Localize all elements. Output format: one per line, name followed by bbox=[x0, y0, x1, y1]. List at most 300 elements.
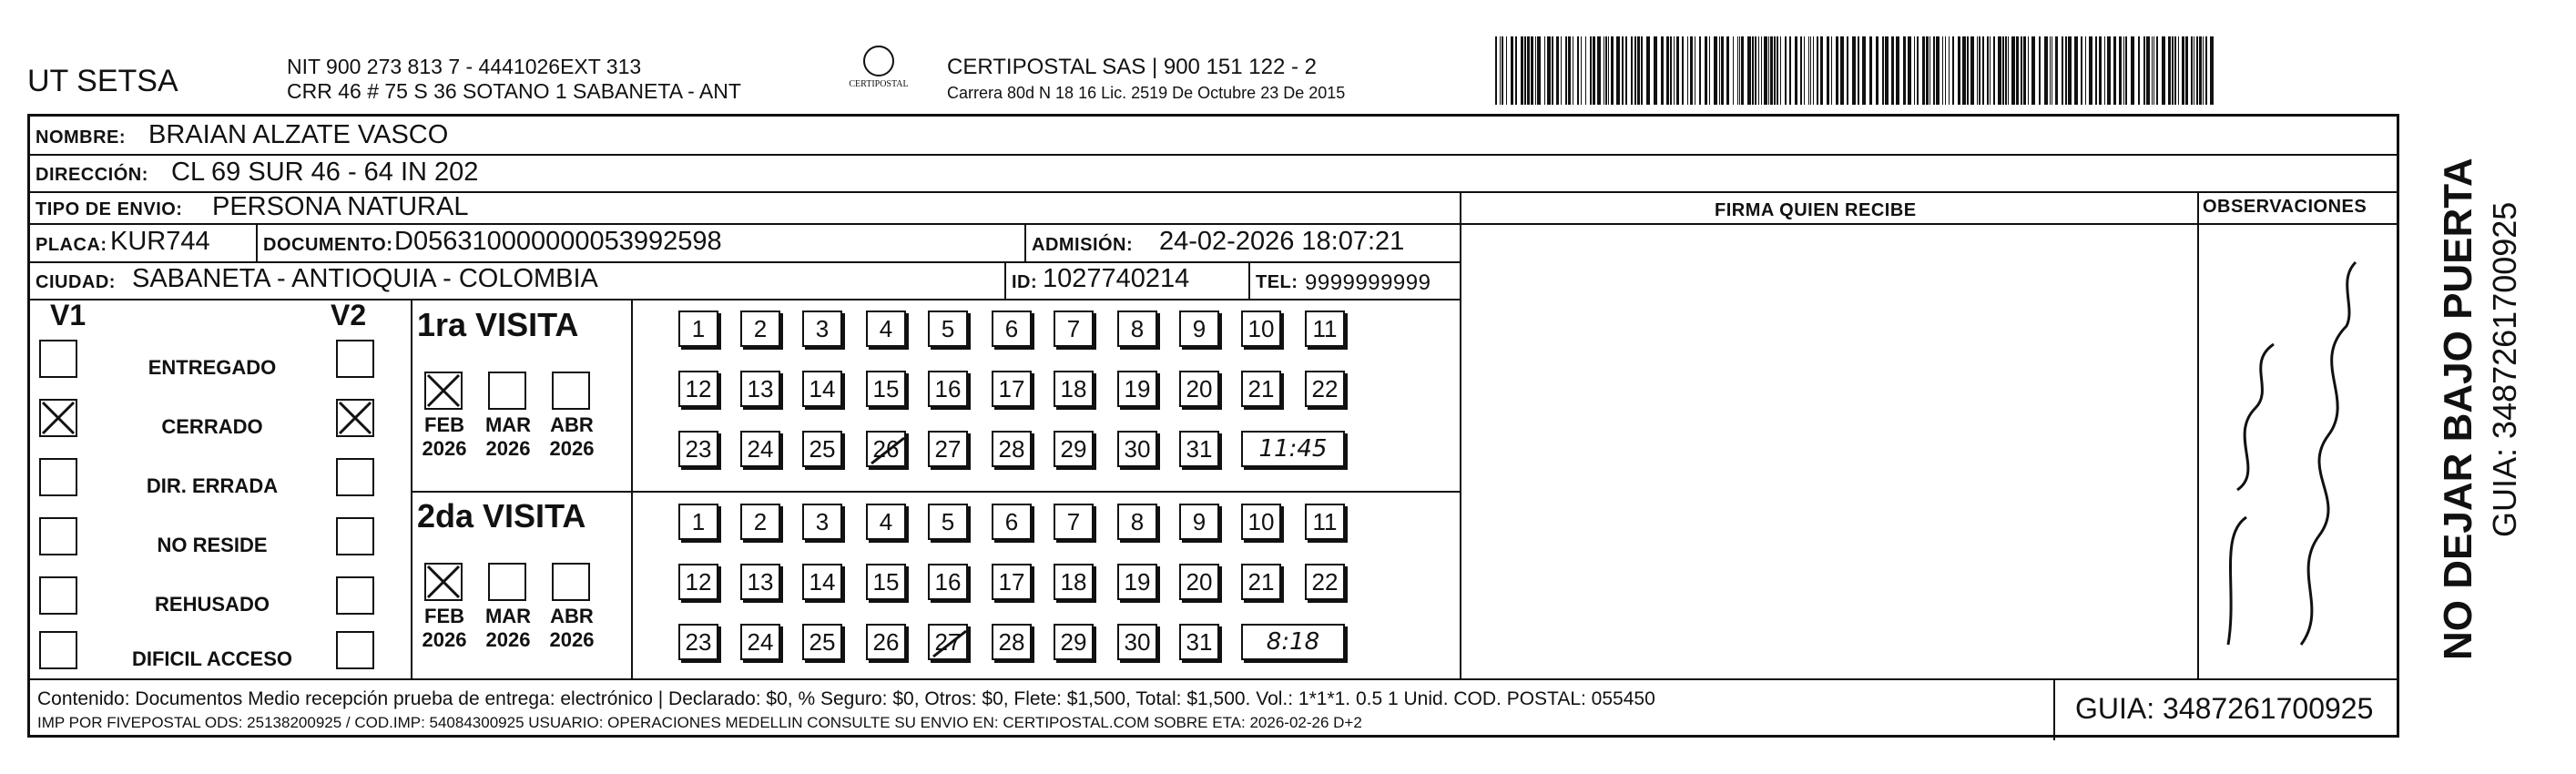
barcode-bar bbox=[1770, 36, 1773, 105]
day-box[interactable]: 5 bbox=[928, 504, 968, 540]
barcode-bar bbox=[1616, 36, 1620, 105]
day-box[interactable]: 8 bbox=[1117, 504, 1157, 540]
barcode-bar bbox=[1831, 36, 1832, 105]
barcode-bar bbox=[1914, 36, 1915, 105]
barcode-bar bbox=[1577, 36, 1579, 105]
month-checkbox[interactable] bbox=[552, 372, 590, 410]
day-box[interactable]: 18 bbox=[1054, 564, 1094, 600]
barcode-bar bbox=[1733, 36, 1734, 105]
day-box[interactable]: 6 bbox=[992, 311, 1032, 347]
day-box[interactable]: 20 bbox=[1179, 564, 1219, 600]
barcode-bar bbox=[1836, 36, 1838, 105]
day-box[interactable]: 31 bbox=[1179, 431, 1219, 467]
barcode-bar bbox=[1764, 36, 1767, 105]
day-box[interactable]: 9 bbox=[1179, 311, 1219, 347]
direccion-label: DIRECCIÓN: bbox=[36, 165, 148, 185]
day-box[interactable]: 12 bbox=[678, 564, 718, 600]
barcode-bar bbox=[1699, 36, 1701, 105]
barcode-bar bbox=[1998, 36, 2001, 105]
day-box[interactable]: 15 bbox=[866, 564, 906, 600]
barcode-bar bbox=[1527, 36, 1530, 105]
documento-label: DOCUMENTO: bbox=[263, 235, 393, 255]
barcode-bar bbox=[1949, 36, 1950, 105]
carrier-name: CERTIPOSTAL SAS | 900 151 122 - 2 bbox=[947, 55, 1317, 79]
barcode-bar bbox=[2156, 36, 2158, 105]
barcode-bar bbox=[2011, 36, 2015, 105]
admision-value: 24-02-2026 18:07:21 bbox=[1159, 227, 1405, 256]
barcode-bar bbox=[1795, 36, 1797, 105]
barcode-bar bbox=[1896, 36, 1899, 105]
month-checkbox[interactable] bbox=[424, 563, 463, 601]
barcode-bar bbox=[1654, 36, 1657, 105]
day-box[interactable]: 21 bbox=[1241, 371, 1281, 407]
barcode-bar bbox=[1982, 36, 1984, 105]
visit-divider bbox=[411, 491, 1460, 493]
barcode-bar bbox=[1714, 36, 1717, 105]
logo-ring-icon bbox=[863, 46, 894, 76]
v1-checkbox[interactable] bbox=[39, 517, 77, 555]
barcode-bar bbox=[1687, 36, 1688, 105]
col-divider bbox=[2197, 191, 2199, 678]
firma-label: FIRMA QUIEN RECIBE bbox=[1715, 200, 1917, 220]
carrier-info bbox=[947, 55, 1345, 103]
day-box[interactable]: 11 bbox=[1305, 311, 1345, 347]
barcode-bar bbox=[1847, 36, 1848, 105]
barcode-bar bbox=[1500, 36, 1501, 105]
day-box[interactable]: 24 bbox=[740, 431, 780, 467]
barcode-bar bbox=[1945, 36, 1946, 105]
time-box[interactable]: 8:18 bbox=[1241, 624, 1345, 660]
strike-mark-icon bbox=[930, 626, 970, 662]
v2-checkbox[interactable] bbox=[336, 631, 374, 669]
barcode-bar bbox=[1876, 36, 1879, 105]
day-box[interactable]: 26 bbox=[866, 624, 906, 660]
check-mark-icon bbox=[426, 565, 461, 599]
month-checkbox[interactable] bbox=[552, 563, 590, 601]
day-box[interactable]: 29 bbox=[1054, 624, 1094, 660]
barcode-bar bbox=[1739, 36, 1740, 105]
barcode-bar bbox=[1774, 36, 1776, 105]
barcode-bar bbox=[1780, 36, 1781, 105]
barcode-bar bbox=[1709, 36, 1710, 105]
barcode-bar bbox=[1521, 36, 1523, 105]
barcode-bar bbox=[1597, 36, 1601, 105]
col-divider bbox=[631, 299, 633, 678]
v2-checkbox[interactable] bbox=[336, 399, 374, 437]
barcode-bar bbox=[2095, 36, 2097, 105]
barcode-bar bbox=[1789, 36, 1791, 105]
day-box[interactable]: 25 bbox=[802, 431, 842, 467]
barcode-bar bbox=[1810, 36, 1811, 105]
barcode-bar bbox=[1719, 36, 1720, 105]
day-box[interactable]: 3 bbox=[802, 311, 842, 347]
barcode-bar bbox=[2152, 36, 2153, 105]
barcode-bar bbox=[1605, 36, 1607, 105]
barcode-bar bbox=[1625, 36, 1627, 105]
day-box[interactable]: 12 bbox=[678, 371, 718, 407]
col-divider bbox=[1460, 191, 1461, 678]
barcode-bar bbox=[2174, 36, 2176, 105]
barcode-bar bbox=[1682, 36, 1684, 105]
barcode-bar bbox=[1531, 36, 1533, 105]
barcode-bar bbox=[1970, 36, 1974, 105]
v2-checkbox[interactable] bbox=[336, 340, 374, 378]
tel-label: TEL: bbox=[1256, 272, 1298, 292]
barcode-bar bbox=[1917, 36, 1919, 105]
day-box[interactable]: 8 bbox=[1117, 311, 1157, 347]
status-label: DIFICIL ACCESO bbox=[131, 647, 292, 670]
day-box[interactable]: 5 bbox=[928, 311, 968, 347]
barcode-bar bbox=[2172, 36, 2174, 105]
barcode-bar bbox=[1556, 36, 1559, 105]
month-label: ABR 2026 bbox=[549, 413, 595, 460]
content-summary: Contenido: Documentos Medio recepción prueba de entrega: electrónico | Declarado: $0, % Seguro: $0, Otros: $0, Flete: $1,500, Total: $1,500. Vol.: 1*1*1. 0.5 1 Unid. COD. POSTAL: 055450 bbox=[37, 688, 1655, 709]
barcode-bar bbox=[2131, 36, 2134, 105]
nit-line: NIT 900 273 813 7 - 4441026EXT 313 bbox=[287, 55, 642, 78]
barcode-bar bbox=[1561, 36, 1562, 105]
barcode-bar bbox=[1840, 36, 1844, 105]
barcode-bar bbox=[2068, 36, 2072, 105]
tel-value: 9999999999 bbox=[1305, 270, 1431, 295]
day-box[interactable]: 31 bbox=[1179, 624, 1219, 660]
barcode-bar bbox=[1552, 36, 1553, 105]
barcode-bar bbox=[2055, 36, 2058, 105]
barcode-bar bbox=[1593, 36, 1595, 105]
day-box[interactable]: 30 bbox=[1117, 624, 1157, 660]
barcode-bar bbox=[1690, 36, 1693, 105]
barcode-bar bbox=[1852, 36, 1856, 105]
v2-checkbox[interactable] bbox=[336, 576, 374, 615]
barcode-bar bbox=[2002, 36, 2004, 105]
barcode-bar bbox=[1758, 36, 1759, 105]
barcode-bar bbox=[1908, 36, 1911, 105]
day-box[interactable]: 4 bbox=[866, 311, 906, 347]
v2-checkbox[interactable] bbox=[336, 517, 374, 555]
day-box[interactable]: 7 bbox=[1054, 504, 1094, 540]
barcode-bar bbox=[2168, 36, 2171, 105]
barcode-bar bbox=[1511, 36, 1513, 105]
barcode-bar bbox=[1515, 36, 1517, 105]
day-box[interactable]: 23 bbox=[678, 624, 718, 660]
barcode-bar bbox=[2205, 36, 2207, 105]
day-box[interactable]: 10 bbox=[1241, 504, 1281, 540]
day-box[interactable]: 9 bbox=[1179, 504, 1219, 540]
barcode-bar bbox=[1891, 36, 1894, 105]
check-mark-icon bbox=[338, 401, 372, 435]
v1-checkbox[interactable] bbox=[39, 340, 77, 378]
month-checkbox[interactable] bbox=[424, 372, 463, 410]
barcode-bar bbox=[1611, 36, 1614, 105]
v1-checkbox[interactable] bbox=[39, 576, 77, 615]
second-visit-label: 2da VISITA bbox=[417, 497, 586, 535]
day-box[interactable]: 25 bbox=[802, 624, 842, 660]
day-box[interactable]: 13 bbox=[740, 564, 780, 600]
barcode-bar bbox=[2085, 36, 2086, 105]
check-mark-icon bbox=[426, 373, 461, 408]
day-box[interactable]: 7 bbox=[1054, 311, 1094, 347]
strike-mark-icon bbox=[868, 433, 908, 469]
barcode-bar bbox=[1804, 36, 1805, 105]
barcode-bar bbox=[2081, 36, 2082, 105]
barcode-bar bbox=[1670, 36, 1672, 105]
barcode bbox=[1495, 36, 2217, 105]
footer-divider bbox=[30, 678, 2398, 680]
barcode-bar bbox=[2119, 36, 2122, 105]
status-label: REHUSADO bbox=[155, 593, 270, 616]
day-box[interactable]: 6 bbox=[992, 504, 1032, 540]
day-box[interactable]: 1 bbox=[678, 504, 718, 540]
barcode-bar bbox=[1585, 36, 1586, 105]
barcode-bar bbox=[1993, 36, 1995, 105]
status-label: DIR. ERRADA bbox=[146, 474, 279, 497]
barcode-bar bbox=[1741, 36, 1744, 105]
direccion-value: CL 69 SUR 46 - 64 IN 202 bbox=[171, 158, 479, 187]
barcode-bar bbox=[1979, 36, 1980, 105]
barcode-bar bbox=[1676, 36, 1679, 105]
month-label: MAR 2026 bbox=[484, 605, 532, 651]
barcode-bar bbox=[1495, 36, 1497, 105]
day-box[interactable]: 26 bbox=[866, 431, 906, 467]
check-mark-icon bbox=[41, 401, 76, 435]
barcode-bar bbox=[1977, 36, 1978, 105]
barcode-bar bbox=[2031, 36, 2035, 105]
day-box[interactable]: 14 bbox=[802, 371, 842, 407]
status-label: NO RESIDE bbox=[157, 534, 268, 556]
barcode-bar bbox=[2016, 36, 2019, 105]
day-box[interactable]: 22 bbox=[1305, 564, 1345, 600]
barcode-bar bbox=[1721, 36, 1724, 105]
day-box[interactable]: 2 bbox=[740, 504, 780, 540]
barcode-bar bbox=[1666, 36, 1669, 105]
barcode-bar bbox=[1726, 36, 1729, 105]
month-label: MAR 2026 bbox=[484, 413, 532, 460]
barcode-bar bbox=[2162, 36, 2165, 105]
placa-label: PLACA: bbox=[36, 235, 107, 255]
barcode-bar bbox=[2008, 36, 2009, 105]
barcode-bar bbox=[1813, 36, 1814, 105]
day-box[interactable]: 20 bbox=[1179, 371, 1219, 407]
id-label: ID: bbox=[1012, 272, 1038, 292]
barcode-bar bbox=[1869, 36, 1872, 105]
barcode-bar bbox=[1581, 36, 1582, 105]
barcode-bar bbox=[1747, 36, 1751, 105]
barcode-bar bbox=[2196, 36, 2198, 105]
barcode-bar bbox=[2191, 36, 2193, 105]
day-box[interactable]: 14 bbox=[802, 564, 842, 600]
barcode-bar bbox=[1933, 36, 1935, 105]
status-label: CERRADO bbox=[161, 415, 263, 438]
barcode-bar bbox=[1808, 36, 1809, 105]
barcode-bar bbox=[2107, 36, 2111, 105]
barcode-bar bbox=[2065, 36, 2067, 105]
barcode-bar bbox=[1929, 36, 1930, 105]
barcode-bar bbox=[1590, 36, 1592, 105]
barcode-bar bbox=[2146, 36, 2150, 105]
time-box[interactable]: 11:45 bbox=[1241, 431, 1345, 467]
barcode-bar bbox=[1547, 36, 1551, 105]
barcode-bar bbox=[1637, 36, 1640, 105]
barcode-bar bbox=[2178, 36, 2179, 105]
v2-checkbox[interactable] bbox=[336, 458, 374, 496]
tipo-envio-label: TIPO DE ENVIO: bbox=[36, 199, 183, 219]
side-guia-number: GUIA: 3487261700925 bbox=[2486, 201, 2523, 537]
barcode-bar bbox=[1827, 36, 1829, 105]
nombre-value: BRAIAN ALZATE VASCO bbox=[148, 120, 449, 149]
barcode-bar bbox=[1903, 36, 1906, 105]
barcode-bar bbox=[1634, 36, 1636, 105]
day-box[interactable]: 11 bbox=[1305, 504, 1345, 540]
barcode-bar bbox=[1506, 36, 1507, 105]
v1-checkbox[interactable] bbox=[39, 631, 77, 669]
tipo-envio-value: PERSONA NATURAL bbox=[212, 192, 469, 221]
certipostal-logo bbox=[847, 46, 911, 102]
guia-number: GUIA: 3487261700925 bbox=[2075, 692, 2374, 725]
barcode-bar bbox=[2005, 36, 2007, 105]
barcode-bar bbox=[1565, 36, 1567, 105]
v1-header: V1 bbox=[50, 299, 87, 331]
barcode-bar bbox=[2104, 36, 2105, 105]
row-divider bbox=[30, 154, 2398, 156]
barcode-bar bbox=[1962, 36, 1966, 105]
row-divider bbox=[30, 299, 1460, 300]
barcode-bar bbox=[1674, 36, 1675, 105]
carrier-license: Carrera 80d N 18 16 Lic. 2519 De Octubre 23 De 2015 bbox=[947, 84, 1346, 102]
day-box[interactable]: 17 bbox=[992, 371, 1032, 407]
barcode-bar bbox=[1885, 36, 1889, 105]
day-box[interactable]: 27 bbox=[928, 431, 968, 467]
status-label: ENTREGADO bbox=[148, 356, 277, 379]
barcode-bar bbox=[1608, 36, 1609, 105]
col-divider bbox=[2053, 678, 2055, 740]
barcode-bar bbox=[2023, 36, 2026, 105]
day-box[interactable]: 16 bbox=[928, 564, 968, 600]
barcode-bar bbox=[1800, 36, 1802, 105]
delivery-form bbox=[27, 114, 2399, 738]
barcode-bar bbox=[1622, 36, 1624, 105]
row-divider bbox=[30, 261, 1460, 263]
barcode-bar bbox=[2199, 36, 2202, 105]
barcode-bar bbox=[1990, 36, 1991, 105]
month-checkbox[interactable] bbox=[488, 372, 526, 410]
barcode-bar bbox=[2210, 36, 2214, 105]
day-box[interactable]: 10 bbox=[1241, 311, 1281, 347]
barcode-bar bbox=[1524, 36, 1526, 105]
observaciones-label: OBSERVACIONES bbox=[2203, 197, 2367, 217]
documento-value: D056310000000053992598 bbox=[394, 227, 722, 256]
first-visit-label: 1ra VISITA bbox=[417, 306, 579, 343]
day-box[interactable]: 28 bbox=[992, 431, 1032, 467]
barcode-bar bbox=[1926, 36, 1929, 105]
barcode-bar bbox=[1768, 36, 1769, 105]
month-label: FEB 2026 bbox=[422, 413, 467, 460]
admision-label: ADMISIÓN: bbox=[1032, 235, 1134, 255]
barcode-bar bbox=[1646, 36, 1650, 105]
day-box[interactable]: 3 bbox=[802, 504, 842, 540]
barcode-bar bbox=[2138, 36, 2140, 105]
barcode-bar bbox=[2039, 36, 2041, 105]
day-box[interactable]: 28 bbox=[992, 624, 1032, 660]
barcode-bar bbox=[1661, 36, 1664, 105]
handwritten-observation-signature bbox=[2201, 244, 2374, 672]
barcode-bar bbox=[1537, 36, 1541, 105]
col-divider bbox=[1248, 261, 1250, 299]
barcode-bar bbox=[1858, 36, 1859, 105]
month-label: FEB 2026 bbox=[422, 605, 467, 651]
day-box[interactable]: 21 bbox=[1241, 564, 1281, 600]
barcode-bar bbox=[1544, 36, 1545, 105]
barcode-bar bbox=[1777, 36, 1778, 105]
day-box[interactable]: 2 bbox=[740, 311, 780, 347]
barcode-bar bbox=[1502, 36, 1503, 105]
col-divider bbox=[256, 223, 258, 261]
barcode-bar bbox=[2143, 36, 2145, 105]
logo-text: CERTIPOSTAL bbox=[849, 79, 909, 89]
barcode-bar bbox=[2123, 36, 2124, 105]
barcode-bar bbox=[1952, 36, 1954, 105]
barcode-bar bbox=[2125, 36, 2127, 105]
day-box[interactable]: 15 bbox=[866, 371, 906, 407]
day-box[interactable]: 13 bbox=[740, 371, 780, 407]
day-box[interactable]: 23 bbox=[678, 431, 718, 467]
barcode-bar bbox=[2089, 36, 2092, 105]
barcode-bar bbox=[1535, 36, 1536, 105]
row-divider bbox=[30, 223, 2398, 225]
barcode-bar bbox=[2113, 36, 2116, 105]
barcode-bar bbox=[2044, 36, 2048, 105]
company-name: UT SETSA bbox=[27, 64, 178, 98]
ciudad-value: SABANETA - ANTIOQUIA - COLOMBIA bbox=[132, 264, 598, 293]
barcode-bar bbox=[1820, 36, 1823, 105]
barcode-bar bbox=[2182, 36, 2184, 105]
barcode-bar bbox=[1922, 36, 1925, 105]
barcode-bar bbox=[1631, 36, 1633, 105]
barcode-bar bbox=[1987, 36, 1989, 105]
v1-checkbox[interactable] bbox=[39, 399, 77, 437]
day-box[interactable]: 19 bbox=[1117, 564, 1157, 600]
barcode-bar bbox=[1752, 36, 1754, 105]
ciudad-label: CIUDAD: bbox=[36, 272, 116, 292]
day-box[interactable]: 27 bbox=[928, 624, 968, 660]
barcode-bar bbox=[1641, 36, 1643, 105]
day-box[interactable]: 4 bbox=[866, 504, 906, 540]
day-box[interactable]: 17 bbox=[992, 564, 1032, 600]
day-box[interactable]: 16 bbox=[928, 371, 968, 407]
barcode-bar bbox=[2099, 36, 2102, 105]
col-divider bbox=[411, 299, 412, 678]
barcode-bar bbox=[2062, 36, 2063, 105]
barcode-bar bbox=[2050, 36, 2051, 105]
id-value: 1027740214 bbox=[1043, 264, 1190, 293]
barcode-bar bbox=[1862, 36, 1866, 105]
day-box[interactable]: 29 bbox=[1054, 431, 1094, 467]
day-box[interactable]: 1 bbox=[678, 311, 718, 347]
barcode-bar bbox=[2185, 36, 2188, 105]
day-box[interactable]: 30 bbox=[1117, 431, 1157, 467]
day-box[interactable]: 24 bbox=[740, 624, 780, 660]
barcode-bar bbox=[1967, 36, 1969, 105]
day-box[interactable]: 22 bbox=[1305, 371, 1345, 407]
barcode-bar bbox=[2153, 36, 2154, 105]
col-divider bbox=[1024, 223, 1026, 261]
day-box[interactable]: 18 bbox=[1054, 371, 1094, 407]
day-box[interactable]: 19 bbox=[1117, 371, 1157, 407]
barcode-bar bbox=[1936, 36, 1940, 105]
v1-checkbox[interactable] bbox=[39, 458, 77, 496]
address-line: CRR 46 # 75 S 36 SOTANO 1 SABANETA - ANT bbox=[287, 79, 741, 103]
placa-value: KUR744 bbox=[110, 227, 210, 256]
month-checkbox[interactable] bbox=[488, 563, 526, 601]
nombre-label: NOMBRE: bbox=[36, 127, 127, 148]
